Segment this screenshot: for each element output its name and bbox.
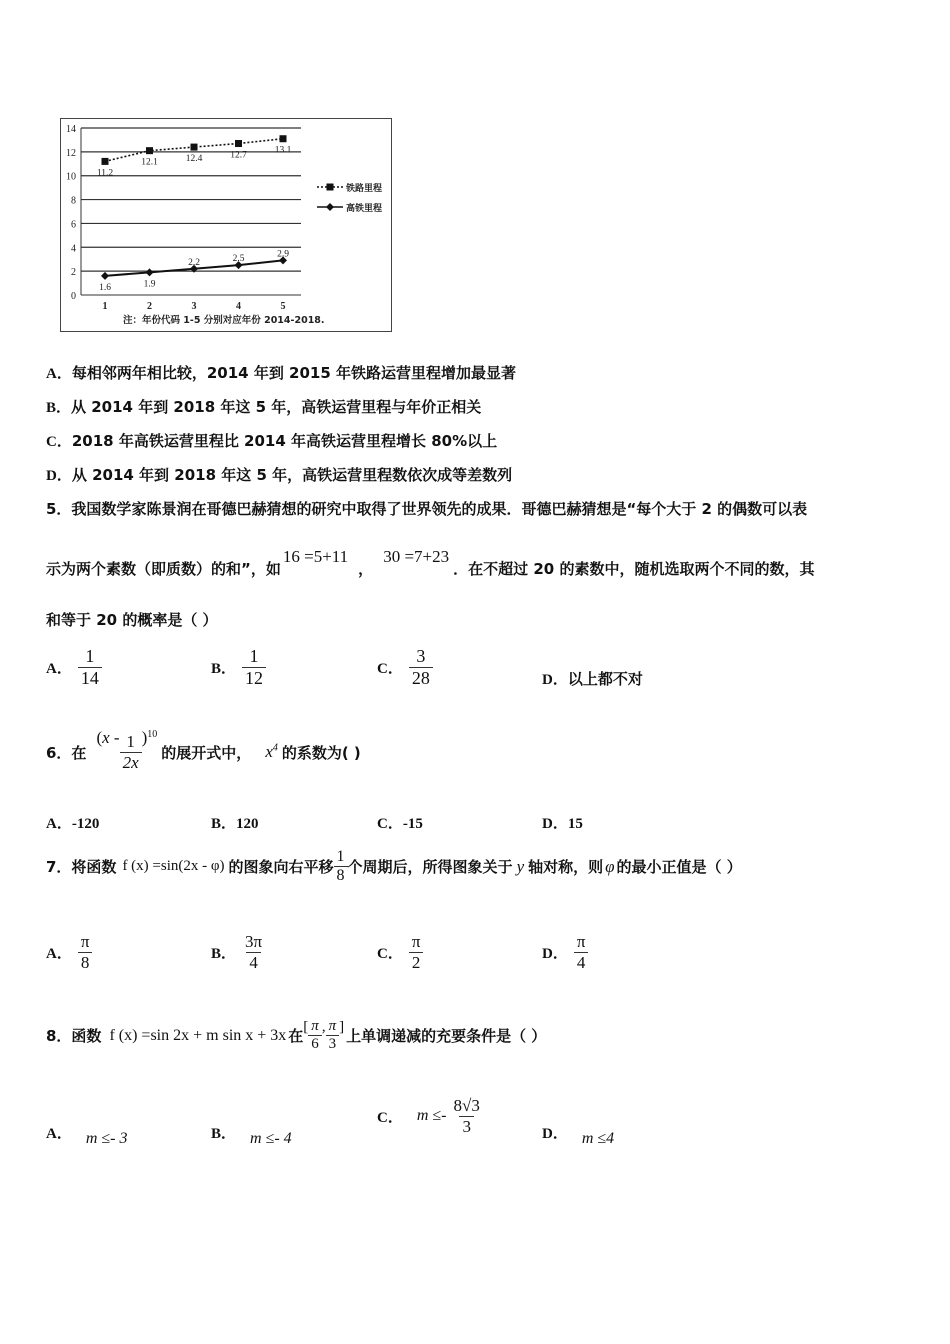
q5-option-fraction: [242, 646, 266, 688]
q4-option-text: 2018 年高铁运营里程比 2014 年高铁运营里程增长 80%以上: [71, 432, 498, 450]
data-label: 12.7: [230, 150, 247, 161]
q7-option-fraction: [78, 932, 93, 972]
q7-prefix: 7．将函数: [46, 858, 117, 877]
q5-option-d-text: 以上都不对: [567, 670, 643, 688]
numerator: π: [576, 932, 586, 951]
q5-eq1: 16 =5+11: [282, 547, 349, 566]
denominator: 4: [246, 952, 261, 973]
q7-mid1: 的图象向右平移: [228, 858, 334, 877]
q6-num: 1: [126, 732, 135, 751]
y-tick-label: 14: [66, 124, 76, 135]
q8-option-letter: A．: [46, 1126, 72, 1142]
q7-option: [542, 932, 588, 972]
q5-option-letter: C．: [377, 660, 403, 677]
q4-option: [46, 430, 497, 451]
q4-option: [46, 362, 516, 383]
q8-function: f (x) =sin 2x + m sin x + 3x: [109, 1026, 287, 1044]
data-label: 12.1: [141, 157, 158, 168]
q4-option-letter: A．: [46, 366, 72, 382]
data-label: 13.1: [274, 145, 292, 156]
q8-option-letter: D．: [542, 1126, 568, 1142]
q5-option-d: [542, 668, 643, 689]
denominator: 14: [78, 667, 102, 689]
data-point-diamond: [101, 272, 109, 280]
q5-option-fraction: [78, 646, 102, 688]
q8-option-pre: m ≤-: [416, 1107, 447, 1125]
q4-option: [46, 396, 481, 417]
q6-x4: $x^4$: [265, 742, 278, 762]
q5-line3: 和等于 20 的概率是（ ）: [46, 611, 218, 629]
y-tick-label: 2: [71, 267, 76, 279]
denominator: 4: [574, 952, 589, 973]
q7-option-fraction: [409, 932, 424, 972]
q5-comma: ，: [358, 560, 374, 578]
q8-option: [46, 1122, 128, 1147]
q6-minus: -: [113, 728, 120, 748]
q7-option-letter: A．: [46, 945, 72, 962]
q5-option-letter: A．: [46, 660, 72, 677]
y-tick-label: 10: [66, 171, 76, 183]
x-tick-label: 5: [280, 301, 286, 312]
q8-stem: [46, 1018, 546, 1054]
denominator: 3: [459, 1116, 474, 1137]
x-tick-label: 4: [236, 301, 241, 312]
q8-option-fraction: [451, 1096, 483, 1136]
data-label: 2.2: [188, 257, 200, 268]
q7-option-letter: C．: [377, 945, 403, 962]
q6-exp: 10: [147, 728, 158, 740]
x-tick-label: 2: [147, 301, 152, 312]
q7-mid2: 个周期后，所得图象关于: [347, 858, 513, 877]
q7-suffix: 的最小正值是（ ）: [616, 858, 742, 877]
q5-line1: 5．我国数学家陈景润在哥德巴赫猜想的研究中取得了世界领先的成果．哥德巴赫猜想是“每个大于 2 的偶数可以表: [46, 500, 808, 518]
q6-mid: 的展开式中，: [161, 743, 252, 762]
q5-line2: [46, 547, 815, 579]
q8-frac-1: $\frac{\pi}{6}$: [308, 1018, 322, 1054]
q7-option: [211, 932, 265, 972]
q7-stem: [46, 848, 742, 886]
x-tick-label: 1: [102, 301, 108, 312]
q5-option: [377, 646, 433, 688]
y-tick-label: 0: [71, 291, 76, 302]
data-point-square: [146, 147, 153, 154]
q8-prefix: 8．函数: [46, 1027, 102, 1046]
numerator: π: [411, 932, 421, 951]
line-chart: [60, 118, 392, 332]
data-point-square: [280, 135, 287, 142]
q5-text-b: ．在不超过 20 的素数中，随机选取两个不同的数，其: [453, 560, 815, 578]
q7-option: [377, 932, 423, 972]
q8-suffix: 上单调递减的充要条件是（ ）: [346, 1027, 547, 1046]
q4-option-letter: D．: [46, 468, 72, 484]
q6-option-text: 15: [567, 816, 583, 832]
legend: [317, 182, 382, 214]
q4-option-letter: C．: [46, 434, 72, 450]
legend-label: 高铁里程: [346, 204, 383, 214]
q8-option-text: m ≤4: [581, 1129, 615, 1147]
data-label: 12.4: [185, 154, 203, 165]
q7-phi: φ: [605, 856, 615, 876]
q6-option: [542, 812, 583, 833]
numerator: π: [80, 932, 90, 951]
q4-option-text: 从 2014 年到 2018 年这 5 年，高铁运营里程与年价正相关: [71, 398, 482, 416]
data-label: 2.5: [232, 254, 245, 265]
q4-option: [46, 464, 512, 485]
q6-stem: [46, 728, 361, 772]
q8-option-letter: B．: [211, 1126, 237, 1142]
q5-option: [211, 646, 266, 688]
data-label: 2.9: [277, 249, 289, 260]
y-tick-label: 12: [66, 147, 76, 159]
q6-fraction: [120, 732, 142, 772]
q6-suffix: 的系数为( ): [281, 743, 361, 762]
q6-x: x: [102, 728, 110, 748]
q8-option: [211, 1122, 292, 1147]
y-tick-label: 8: [71, 195, 76, 207]
numerator: 3: [416, 646, 426, 666]
numerator: 1: [85, 646, 95, 666]
chart-note: 注：年份代码 1-5 分别对应年份 2014-2018.: [123, 315, 325, 326]
q6-den: 2x: [120, 752, 142, 773]
q8-option-letter: C．: [377, 1109, 403, 1126]
q7-option-fraction: [574, 932, 589, 972]
denominator: 28: [409, 667, 433, 689]
q8-interval: [ $\frac{\pi}{6}$ , $\frac{\pi}{3}$ ]: [303, 1018, 345, 1053]
q5-eq2: 30 =7+23: [383, 547, 450, 566]
y-tick-label: 6: [71, 219, 76, 231]
q7-option: [46, 932, 92, 972]
data-point-square: [102, 158, 109, 165]
data-point-diamond: [146, 268, 154, 276]
q8-option-text: m ≤- 3: [85, 1129, 128, 1147]
legend-marker: [327, 184, 334, 191]
denominator: 8: [78, 952, 93, 973]
q7-mid3: 轴对称，则: [528, 858, 604, 877]
x-tick-label: 3: [191, 301, 197, 312]
q4-option-text: 每相邻两年相比较，2014 年到 2015 年铁路运营里程增加最显著: [71, 364, 517, 382]
q6-option: [377, 812, 423, 833]
q7-option-letter: D．: [542, 945, 568, 962]
q6-option-letter: C．: [377, 816, 403, 832]
q7-option-fraction: [242, 932, 265, 972]
q8-option-text: m ≤- 4: [250, 1129, 292, 1147]
q7-fraction: $\frac{1}{8}$: [334, 848, 348, 886]
data-point-square: [235, 140, 242, 147]
numerator: 3π: [245, 932, 263, 951]
q6-option: [211, 812, 259, 833]
legend-marker: [326, 203, 334, 211]
numerator: 1: [249, 646, 259, 666]
q5-option: [46, 646, 102, 688]
q6-option-letter: B．: [211, 816, 237, 832]
q5-option-fraction: [409, 646, 433, 688]
q6-option-letter: A．: [46, 816, 72, 832]
q4-option-text: 从 2014 年到 2018 年这 5 年，高铁运营里程数依次成等差数列: [71, 466, 513, 484]
q7-option-letter: B．: [211, 945, 237, 962]
numerator: 8√3: [453, 1096, 480, 1115]
q5-text-a: 示为两个素数（即质数）的和”，如: [46, 560, 281, 578]
q8-frac-2: $\frac{\pi}{3}$: [326, 1018, 340, 1054]
q7-function: f (x) =sin(2x - φ): [122, 858, 225, 875]
data-point-square: [191, 144, 198, 151]
data-label: 11.2: [96, 168, 114, 179]
q4-option-letter: B．: [46, 400, 72, 416]
q6-option-text: -15: [402, 816, 423, 832]
data-label: 1.9: [143, 279, 156, 290]
y-tick-label: 4: [71, 243, 76, 255]
q6-expression: (x - $\frac{1}{2x}$ ) $^{10}$: [96, 728, 158, 772]
q6-prefix: 6．在: [46, 743, 87, 762]
q8-option: [377, 1096, 483, 1136]
q6-option-letter: D．: [542, 816, 568, 832]
legend-label: 铁路里程: [346, 184, 383, 194]
q6-option-text: -120: [71, 816, 100, 832]
q8-at: 在: [288, 1027, 304, 1046]
denominator: 2: [409, 952, 424, 973]
q6-option-text: 120: [236, 816, 259, 832]
q5-option-letter: B．: [211, 660, 237, 677]
q6-option: [46, 812, 99, 833]
data-label: 1.6: [99, 282, 111, 293]
denominator: 12: [242, 667, 266, 689]
q5-option-d-letter: D．: [542, 672, 568, 688]
q7-y: y: [516, 856, 525, 876]
q8-option: [542, 1122, 615, 1147]
chart-svg: [61, 119, 391, 331]
